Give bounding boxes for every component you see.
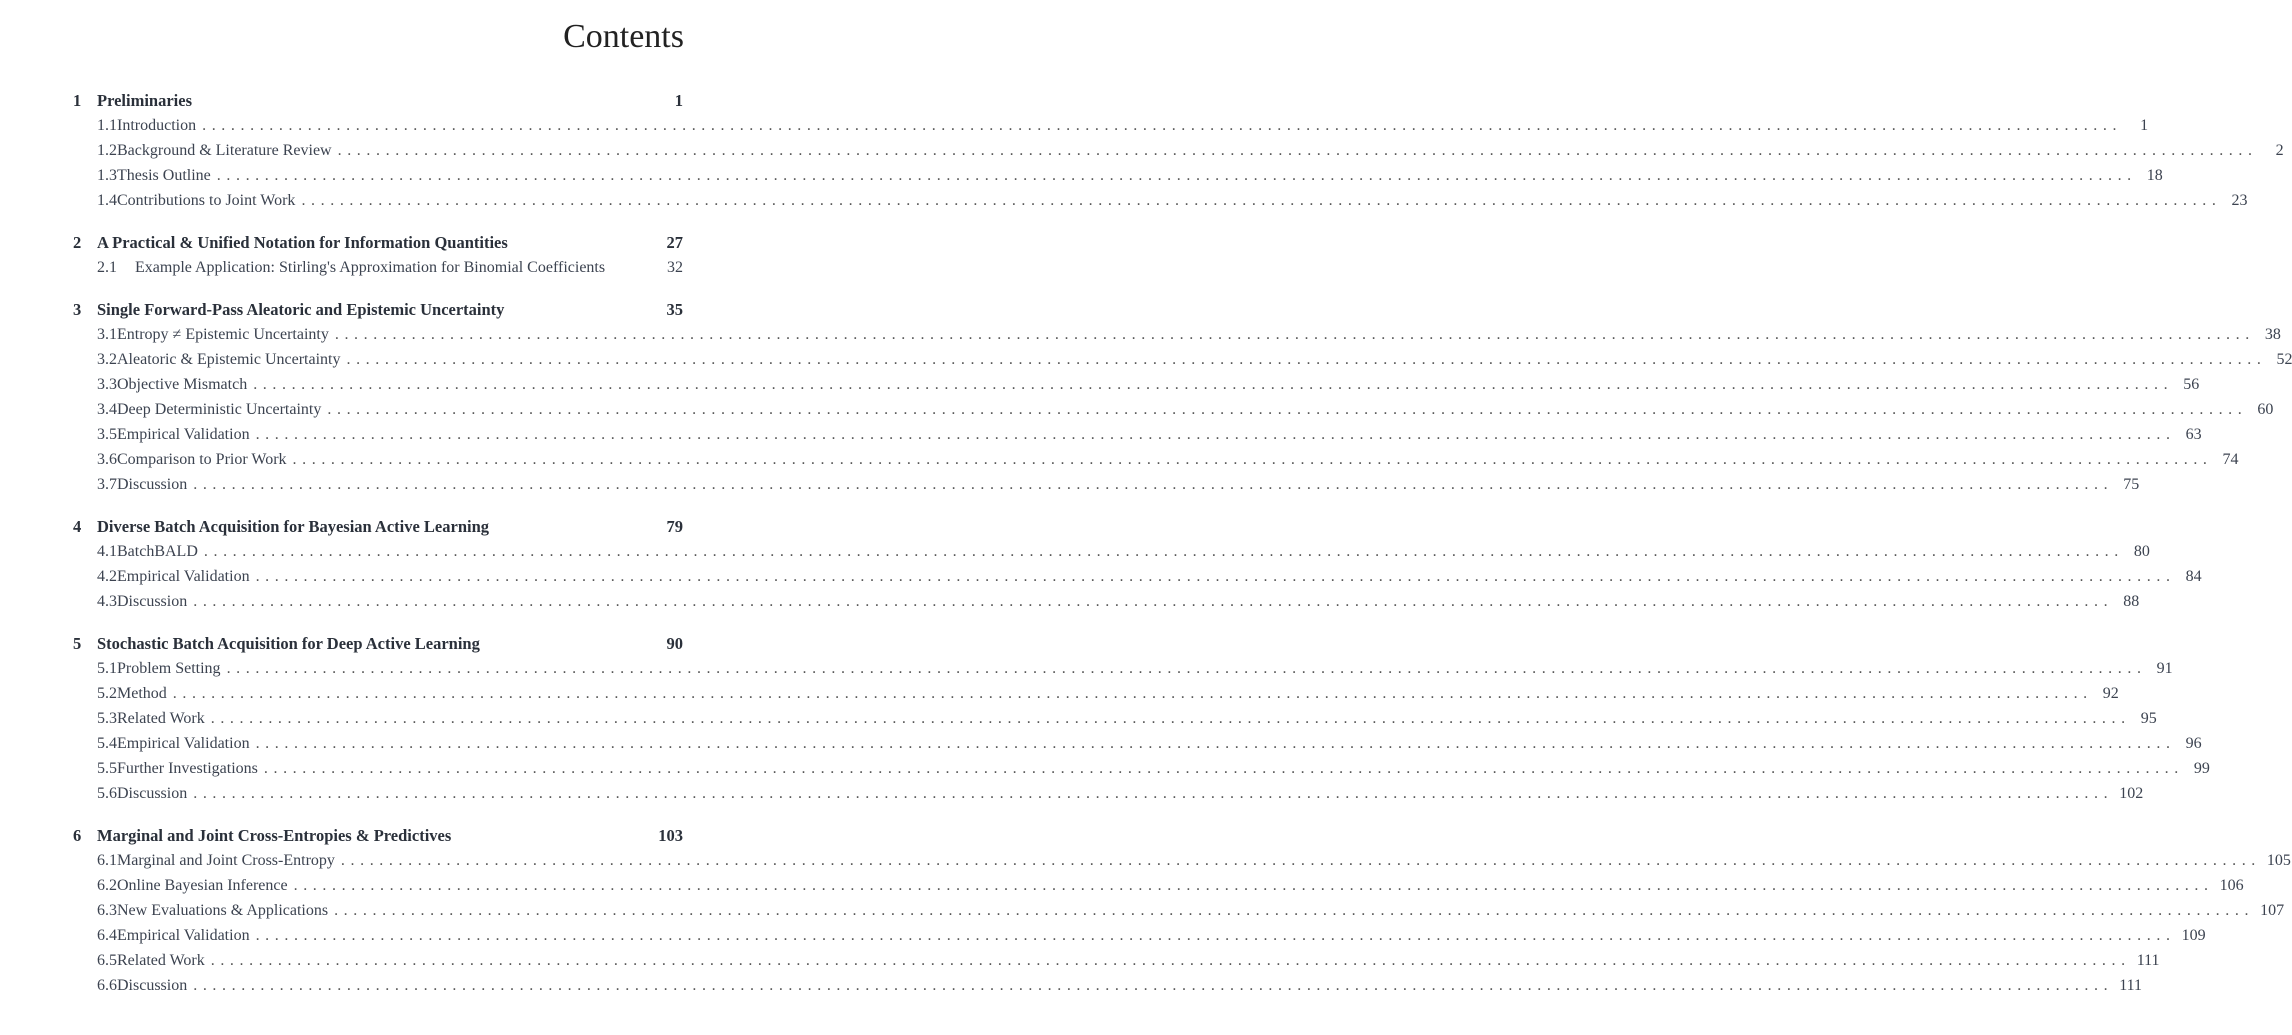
section-number: 1.1 <box>97 117 117 134</box>
dot-leader: ........................................................................................................................................................................................................ <box>210 952 2131 969</box>
toc-section-3.7[interactable] <box>73 472 2140 497</box>
dot-leader: ........................................................................................................................................................................................................ <box>216 167 2137 184</box>
chapter-number: 5 <box>73 634 82 653</box>
section-page: 92 <box>2102 685 2119 702</box>
section-page: 32 <box>667 259 683 276</box>
chapter-title[interactable]: Marginal and Joint Cross-Entropies & Predictives <box>97 826 452 845</box>
toc-section-3.5[interactable] <box>73 422 2202 447</box>
toc-section-6.1[interactable] <box>73 848 2291 873</box>
section-page: 111 <box>2119 977 2143 994</box>
dot-leader: ........................................................................................................................................................................................................ <box>255 735 2176 752</box>
chapter-title[interactable]: Stochastic Batch Acquisition for Deep Active Learning <box>97 634 480 653</box>
section-page: 96 <box>2185 735 2202 752</box>
section-title[interactable]: Discussion <box>117 785 188 802</box>
dot-leader: ........................................................................................................................................................................................................ <box>255 426 2176 443</box>
page-title: Contents <box>563 18 684 55</box>
section-title[interactable]: Introduction <box>117 117 197 134</box>
section-number: 4.3 <box>97 593 117 610</box>
section-page: 75 <box>2123 476 2140 493</box>
section-title[interactable]: Comparison to Prior Work <box>117 451 287 468</box>
toc-section-1.4[interactable] <box>73 188 2248 213</box>
table-of-contents <box>73 88 2292 998</box>
toc-chapter-5[interactable] <box>73 631 683 656</box>
toc-section-6.3[interactable] <box>73 898 2285 923</box>
section-number: 1.4 <box>97 192 117 209</box>
section-page: 1 <box>2140 117 2149 134</box>
section-title[interactable]: Entropy ≠ Epistemic Uncertainty <box>117 326 329 343</box>
section-page: 23 <box>2231 192 2248 209</box>
chapter-title[interactable]: Preliminaries <box>97 91 193 110</box>
section-title[interactable]: New Evaluations & Applications <box>117 902 329 919</box>
section-number: 3.6 <box>97 451 117 468</box>
section-title[interactable]: Further Investigations <box>117 760 258 777</box>
dot-leader: ........................................................................................................................................................................................................ <box>263 760 2184 777</box>
toc-section-6.2[interactable] <box>73 873 2244 898</box>
toc-section-4.1[interactable] <box>73 539 2150 564</box>
dot-leader: ........................................................................................................................................................................................................ <box>301 192 2222 209</box>
section-page: 52 <box>2276 351 2292 368</box>
dot-leader: ........................................................................................................................................................................................................ <box>193 476 2114 493</box>
toc-section-4.2[interactable] <box>73 564 2202 589</box>
section-title[interactable]: Marginal and Joint Cross-Entropy <box>117 852 335 869</box>
section-page: 111 <box>2136 952 2160 969</box>
section-title[interactable]: Related Work <box>117 952 205 969</box>
section-title[interactable]: BatchBALD <box>117 543 198 560</box>
section-number: 5.3 <box>97 710 117 727</box>
toc-chapter-3[interactable] <box>73 297 683 322</box>
dot-leader: ........................................................................................................................................................................................................ <box>346 351 2267 368</box>
toc-section-5.5[interactable] <box>73 756 2210 781</box>
section-page: 74 <box>2222 451 2239 468</box>
toc-section-3.2[interactable] <box>73 347 2292 372</box>
dot-leader: ........................................................................................................................................................................................................ <box>337 142 2258 159</box>
dot-leader: ........................................................................................................................................................................................................ <box>255 568 2176 585</box>
dot-leader: ........................................................................................................................................................................................................ <box>255 927 2176 944</box>
section-number: 5.4 <box>97 735 117 752</box>
toc-chapter-4[interactable] <box>73 514 683 539</box>
section-page: 106 <box>2219 877 2244 894</box>
section-title[interactable]: Empirical Validation <box>117 927 250 944</box>
section-title[interactable]: Problem Setting <box>117 660 221 677</box>
section-page: 95 <box>2140 710 2157 727</box>
section-title[interactable]: Thesis Outline <box>117 167 211 184</box>
section-number: 1.3 <box>97 167 117 184</box>
dot-leader: ........................................................................................................................................................................................................ <box>327 401 2248 418</box>
section-number: 5.2 <box>97 685 117 702</box>
section-title[interactable]: Empirical Validation <box>117 426 250 443</box>
section-number: 3.7 <box>97 476 117 493</box>
section-title[interactable]: Method <box>117 685 167 702</box>
dot-leader: ........................................................................................................................................................................................................ <box>253 376 2174 393</box>
toc-chapter-2[interactable] <box>73 230 683 255</box>
section-number: 3.3 <box>97 376 117 393</box>
section-page: 2 <box>2275 142 2284 159</box>
toc-section-3.4[interactable] <box>73 397 2274 422</box>
section-title[interactable]: Online Bayesian Inference <box>117 877 288 894</box>
section-page: 102 <box>2119 785 2144 802</box>
section-number: 6.6 <box>97 977 117 994</box>
section-page: 38 <box>2264 326 2281 343</box>
section-title[interactable]: Aleatoric & Epistemic Uncertainty <box>117 351 341 368</box>
toc-section-2.1[interactable] <box>73 255 683 280</box>
section-title[interactable]: Objective Mismatch <box>117 376 248 393</box>
toc-section-5.2[interactable] <box>73 681 2119 706</box>
section-number: 2.1 <box>97 259 117 276</box>
chapter-number: 3 <box>73 300 82 319</box>
section-title[interactable]: Deep Deterministic Uncertainty <box>117 401 322 418</box>
dot-leader: ........................................................................................................................................................................................................ <box>193 593 2114 610</box>
toc-section-3.3[interactable] <box>73 372 2200 397</box>
section-number: 5.1 <box>97 660 117 677</box>
section-page: 88 <box>2123 593 2140 610</box>
section-page: 105 <box>2266 852 2291 869</box>
section-number: 6.1 <box>97 852 117 869</box>
toc-section-5.6[interactable] <box>73 781 2144 806</box>
chapter-page: 35 <box>666 300 683 319</box>
chapter-number: 2 <box>73 233 82 252</box>
toc-section-5.4[interactable] <box>73 731 2202 756</box>
section-page: 109 <box>2181 927 2206 944</box>
section-number: 5.5 <box>97 760 117 777</box>
section-number: 3.2 <box>97 351 117 368</box>
chapter-title[interactable]: Diverse Batch Acquisition for Bayesian Active Learning <box>97 517 490 536</box>
dot-leader: ........................................................................................................................................................................................................ <box>210 710 2131 727</box>
toc-section-3.1[interactable] <box>73 322 2281 347</box>
section-number: 3.4 <box>97 401 117 418</box>
chapter-page: 79 <box>666 517 683 536</box>
section-title[interactable]: Discussion <box>117 476 188 493</box>
dot-leader: ........................................................................................................................................................................................................ <box>293 877 2214 894</box>
dot-leader: ........................................................................................................................................................................................................ <box>292 451 2213 468</box>
toc-section-3.6[interactable] <box>73 447 2239 472</box>
chapter-number: 6 <box>73 826 82 845</box>
chapter-number: 4 <box>73 517 82 536</box>
chapter-page: 27 <box>666 233 683 252</box>
dot-leader: ........................................................................................................................................................................................................ <box>203 543 2124 560</box>
section-title[interactable]: Contributions to Joint Work <box>117 192 296 209</box>
section-title[interactable]: Empirical Validation <box>117 568 250 585</box>
section-title[interactable]: Empirical Validation <box>117 735 250 752</box>
section-title[interactable]: Background & Literature Review <box>117 142 332 159</box>
toc-chapter-6[interactable] <box>73 823 683 848</box>
section-page: 107 <box>2260 902 2285 919</box>
section-number: 4.2 <box>97 568 117 585</box>
toc-section-1.3[interactable] <box>73 163 2163 188</box>
toc-section-5.1[interactable] <box>73 656 2173 681</box>
dot-leader: ........................................................................................................................................................................................................ <box>193 977 2114 994</box>
chapter-number: 1 <box>73 91 82 110</box>
chapter-page: 90 <box>666 634 683 653</box>
dot-leader: ........................................................................................................................................................................................................ <box>172 685 2093 702</box>
toc-section-6.4[interactable] <box>73 923 2206 948</box>
section-page: 18 <box>2146 167 2163 184</box>
section-page: 99 <box>2193 760 2210 777</box>
dot-leader: ........................................................................................................................................................................................................ <box>334 326 2255 343</box>
toc-section-4.3[interactable] <box>73 589 2140 614</box>
dot-leader: ........................................................................................................................................................................................................ <box>202 117 2123 134</box>
section-number: 3.1 <box>97 326 117 343</box>
toc-section-1.2[interactable] <box>73 138 2284 163</box>
chapter-page: 103 <box>658 826 683 845</box>
dot-leader: ........................................................................................................................................................................................................ <box>340 852 2261 869</box>
section-page: 56 <box>2183 376 2200 393</box>
section-page: 80 <box>2133 543 2150 560</box>
toc-chapter-1[interactable] <box>73 88 683 113</box>
section-title[interactable]: Discussion <box>117 593 188 610</box>
section-title[interactable]: Related Work <box>117 710 205 727</box>
section-number: 6.2 <box>97 877 117 894</box>
toc-section-1.1[interactable] <box>73 113 2149 138</box>
section-page: 60 <box>2257 401 2274 418</box>
dot-leader: ........................................................................................................................................................................................................ <box>226 660 2147 677</box>
section-number: 5.6 <box>97 785 117 802</box>
chapter-page: 1 <box>674 91 683 110</box>
toc-section-5.3[interactable] <box>73 706 2157 731</box>
section-number: 6.4 <box>97 927 117 944</box>
toc-section-6.6[interactable] <box>73 973 2143 998</box>
section-number: 1.2 <box>97 142 117 159</box>
chapter-title[interactable]: A Practical & Unified Notation for Information Quantities <box>97 233 508 252</box>
section-page: 91 <box>2156 660 2173 677</box>
section-number: 4.1 <box>97 543 117 560</box>
section-title[interactable]: Discussion <box>117 977 188 994</box>
toc-section-6.5[interactable] <box>73 948 2160 973</box>
dot-leader: ........................................................................................................................................................................................................ <box>334 902 2255 919</box>
section-number: 6.3 <box>97 902 117 919</box>
chapter-title[interactable]: Single Forward-Pass Aleatoric and Epistemic Uncertainty <box>97 300 505 319</box>
section-number: 3.5 <box>97 426 117 443</box>
section-number: 6.5 <box>97 952 117 969</box>
section-title[interactable]: Example Application: Stirling's Approximation for Binomial Coefficients <box>135 259 606 276</box>
section-page: 63 <box>2185 426 2202 443</box>
section-page: 84 <box>2185 568 2202 585</box>
dot-leader: ........................................................................................................................................................................................................ <box>193 785 2114 802</box>
